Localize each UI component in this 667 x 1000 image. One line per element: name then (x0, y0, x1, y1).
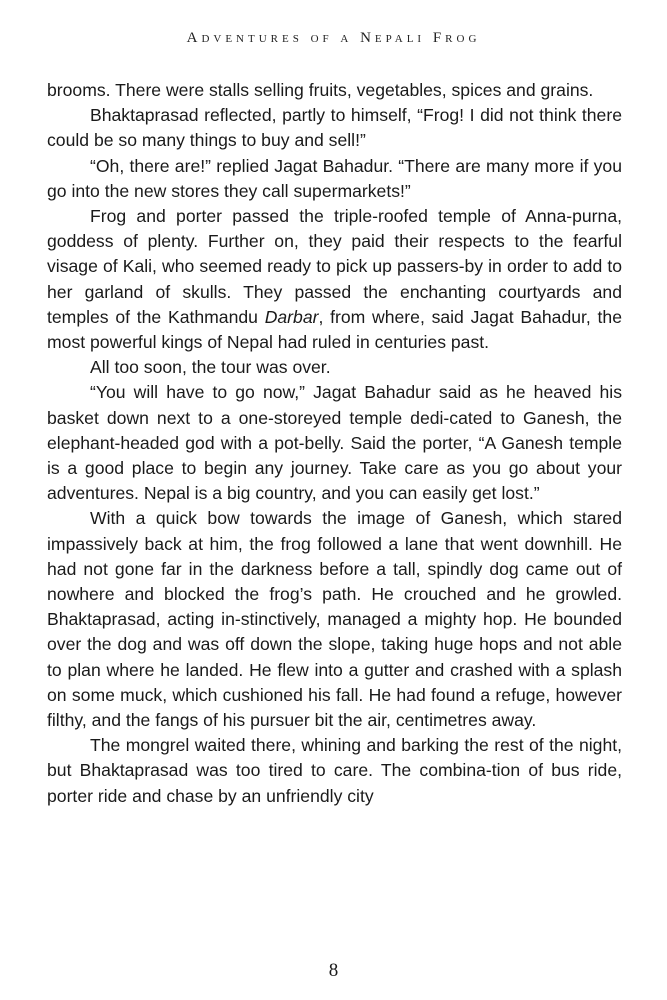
page-number: 8 (328, 960, 339, 981)
paragraph-5: All too soon, the tour was over. (90, 357, 331, 378)
paragraph-4-text-before: Frog and porter passed the triple-roofed temple of Anna-purna, goddess of plenty. Further on, they paid their respects to the fearful visage of Kali, who seemed ready to pick up passers-by in order to add to her garland of skulls. They passed the enchanting courtyards and temples of the Kathmandu (47, 206, 622, 327)
paragraph-8: The mongrel waited there, whining and barking the rest of the night, but Bhaktaprasad was too tired to care. The combina-tion of bus ride, porter ride and chase by an unfriendly city (47, 735, 622, 806)
running-head: Adventures of a Nepali Frog (186, 30, 481, 46)
body-text (47, 78, 622, 809)
darbar-emphasis: Darbar (264, 306, 319, 327)
paragraph-2: Bhaktaprasad reflected, partly to himself, “Frog! I did not think there could be so many things to buy and sell!” (47, 105, 622, 151)
paragraph-6: “You will have to go now,” Jagat Bahadur said as he heaved his basket down next to a one-storeyed temple dedi-cated to Ganesh, the elephant-headed god with a pot-belly. Said the porter, “A Ganesh temple is a good place to begin any journey. Take care as you go about your adventures. Nepal is a big country, and you can easily get lost.” (47, 382, 622, 504)
paragraph-1: brooms. There were stalls selling fruits, vegetables, spices and grains. (47, 80, 594, 100)
paragraph-4-text-after: , from where, said Jagat Bahadur, the most powerful kings of Nepal had ruled in centuries past. (47, 306, 622, 353)
paragraph-4 (47, 204, 622, 355)
paragraph-7: With a quick bow towards the image of Ganesh, which stared impassively back at him, the frog followed a lane that went downhill. He had not gone far in the darkness before a tall, spindly dog came out of nowhere and blocked the frog’s path. He crouched and he growled. Bhaktaprasad, acting in-stinctively, managed a mighty hop. He bounded over the dog and was off down the slope, taking huge hops and not able to plan where he landed. He flew into a gutter and crashed with a splash on some muck, which cushioned his fall. He had found a refuge, however filthy, and the fangs of his pursuer bit the air, centimetres away. (47, 508, 622, 731)
paragraph-3: “Oh, there are!” replied Jagat Bahadur. “There are many more if you go into the new stores they call supermarkets!” (47, 155, 622, 201)
